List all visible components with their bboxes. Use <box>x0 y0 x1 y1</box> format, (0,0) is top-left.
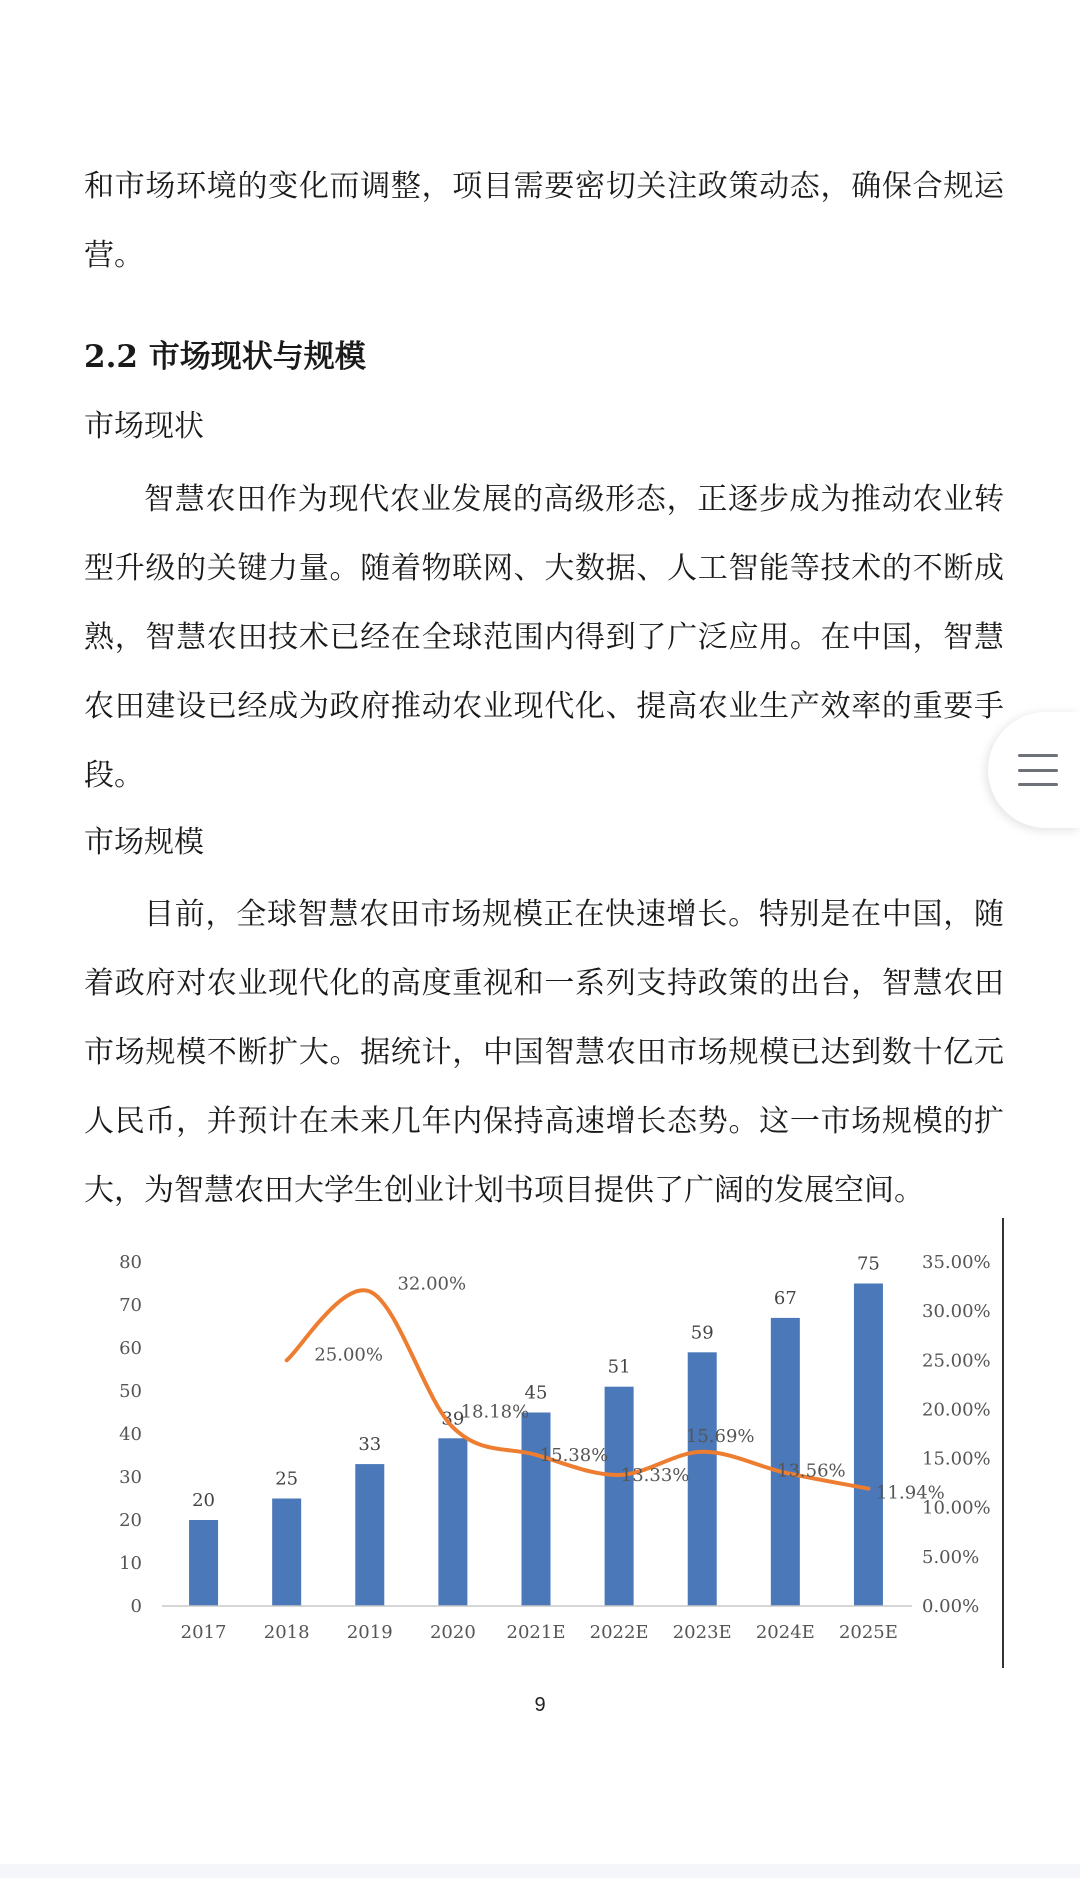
market-size-chart <box>100 1210 1020 1670</box>
bar-value-label: 45 <box>524 1382 548 1404</box>
y2-axis-tick-label: 15.00% <box>922 1448 991 1470</box>
bar-value-label: 39 <box>441 1408 465 1430</box>
x-axis-tick-label: 2018 <box>263 1622 310 1643</box>
bar-value-label: 25 <box>275 1468 299 1490</box>
growth-rate-label: 25.00% <box>314 1344 383 1366</box>
growth-rate-label: 13.56% <box>777 1460 846 1482</box>
bar-value-label: 75 <box>856 1253 880 1275</box>
x-axis-tick-label: 2023E <box>672 1622 732 1643</box>
bar <box>688 1352 717 1606</box>
y-axis-tick-label: 60 <box>119 1338 142 1359</box>
x-axis-tick-label: 2019 <box>346 1622 393 1643</box>
growth-rate-label: 11.94% <box>876 1482 945 1504</box>
y-axis-tick-label: 70 <box>119 1295 142 1316</box>
growth-rate-label: 18.18% <box>460 1401 530 1423</box>
bar-value-label: 67 <box>773 1287 797 1309</box>
x-axis-tick-label: 2025E <box>838 1622 898 1643</box>
bottom-bar <box>0 1864 1080 1878</box>
x-axis-tick-label: 2017 <box>180 1622 227 1643</box>
y2-axis-tick-label: 10.00% <box>922 1497 991 1519</box>
bar <box>854 1284 883 1607</box>
y2-axis-tick-label: 0.00% <box>922 1596 980 1617</box>
growth-rate-label: 15.38% <box>539 1444 609 1466</box>
bar <box>189 1520 218 1606</box>
growth-rate-label: 15.69% <box>685 1425 755 1447</box>
y2-axis-tick-label: 25.00% <box>922 1350 991 1372</box>
bar <box>522 1413 551 1607</box>
x-axis-tick-label: 2022E <box>589 1622 649 1643</box>
hamburger-menu-icon[interactable] <box>1018 754 1058 786</box>
y-axis-tick-label: 80 <box>119 1252 142 1273</box>
y-axis-tick-label: 10 <box>119 1553 142 1574</box>
chart-frame-edge <box>1002 1218 1004 1668</box>
bar-value-label: 20 <box>192 1490 216 1511</box>
bar-value-label: 33 <box>358 1434 382 1456</box>
y-axis-tick-label: 20 <box>119 1510 142 1531</box>
paragraph-market-status: 智慧农田作为现代农业发展的高级形态，正逐步成为推动农业转型升级的关键力量。随着物联网、大数据、人工智能等技术的不断成熟，智慧农田技术已经在全球范围内得到了广泛应用。在中国，智慧农田建设已经成为政府推动农业现代化、提高农业生产效率的重要手段。 <box>84 482 1004 793</box>
bar <box>605 1387 634 1606</box>
paragraph-market-size: 目前，全球智慧农田市场规模正在快速增长。特别是在中国，随着政府对农业现代化的高度重视和一系列支持政策的出台，智慧农田市场规模不断扩大。据统计，中国智慧农田市场规模已达到数十亿元人民币，并预计在未来几年内保持高速增长态势。这一市场规模的扩大，为智慧农田大学生创业计划书项目提供了广阔的发展空间。 <box>84 897 1004 1208</box>
subheading-market-size: 市场规模 <box>84 825 204 860</box>
x-axis-tick-label: 2024E <box>755 1622 815 1643</box>
y-axis-tick-label: 30 <box>119 1467 142 1488</box>
y-axis-tick-label: 40 <box>119 1424 142 1445</box>
y-axis-tick-label: 50 <box>119 1381 142 1402</box>
subheading-market-status: 市场现状 <box>84 409 204 444</box>
y2-axis-tick-label: 30.00% <box>922 1301 991 1323</box>
y2-axis-tick-label: 35.00% <box>922 1252 991 1273</box>
y2-axis-tick-label: 20.00% <box>922 1399 991 1421</box>
bar-value-label: 59 <box>690 1322 714 1344</box>
y-axis-tick-label: 0 <box>130 1596 142 1617</box>
section-heading: 2.2 市场现状与规模 <box>84 339 366 375</box>
y2-axis-tick-label: 5.00% <box>922 1546 980 1568</box>
x-axis-tick-label: 2021E <box>506 1622 566 1643</box>
bar-value-label: 51 <box>607 1356 631 1378</box>
page-number: 9 <box>534 1694 546 1716</box>
x-axis-tick-label: 2020 <box>429 1622 476 1643</box>
paragraph-continued: 和市场环境的变化而调整，项目需要密切关注政策动态，确保合规运营。 <box>84 169 1004 273</box>
bar <box>272 1499 301 1607</box>
bar <box>438 1438 467 1606</box>
growth-rate-label: 32.00% <box>397 1273 467 1295</box>
bar <box>355 1464 384 1606</box>
growth-rate-label: 13.33% <box>620 1464 690 1486</box>
